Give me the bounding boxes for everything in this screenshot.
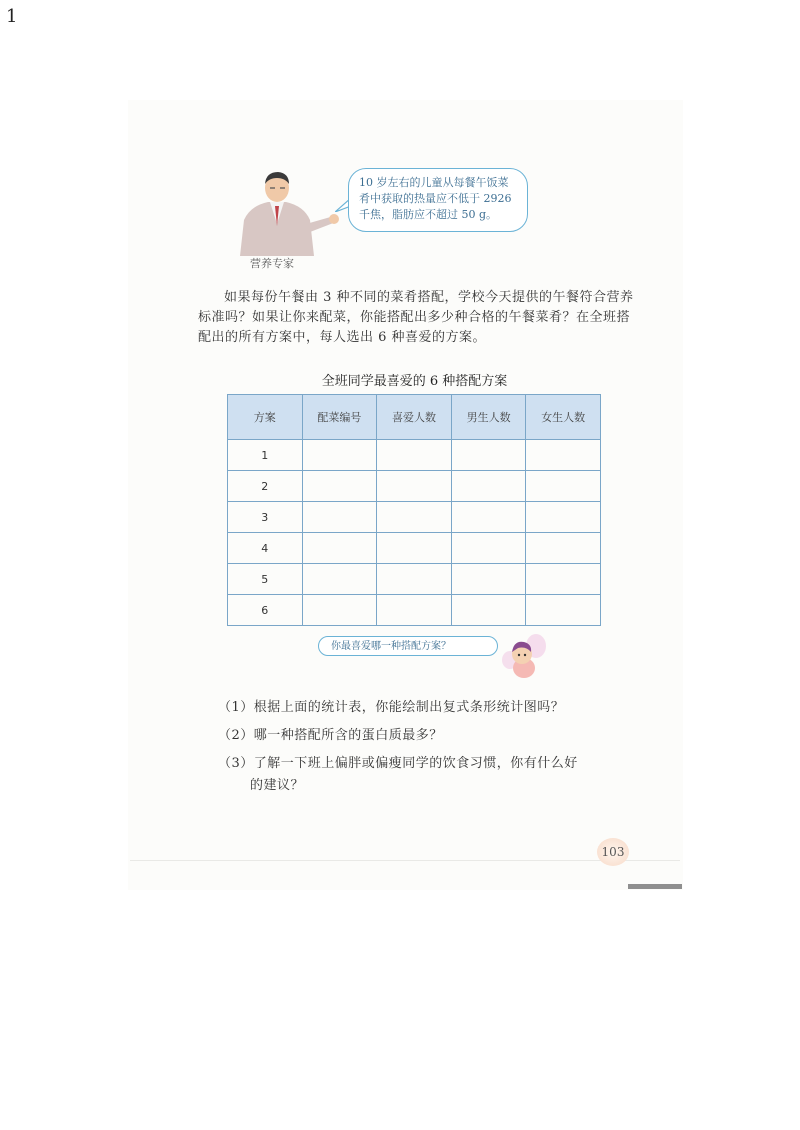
row-number: 4	[228, 533, 303, 564]
empty-cell	[302, 502, 377, 533]
row-number: 5	[228, 564, 303, 595]
header-cell: 女生人数	[526, 395, 601, 440]
empty-cell	[377, 471, 452, 502]
footer-divider	[130, 860, 680, 861]
expert-speech-bubble	[348, 168, 528, 232]
table-row	[228, 471, 601, 502]
speech-line: 肴中获取的热量应不低于 2926	[359, 192, 512, 205]
empty-cell	[302, 533, 377, 564]
row-number: 1	[228, 440, 303, 471]
empty-cell	[451, 502, 526, 533]
table-header-row	[228, 395, 601, 440]
empty-cell	[377, 502, 452, 533]
favorite-plans-table	[227, 394, 601, 626]
empty-cell	[377, 440, 452, 471]
empty-cell	[451, 533, 526, 564]
corner-page-label: 1	[6, 6, 18, 27]
angel-speech-bubble: 你最喜爱哪一种搭配方案？	[318, 636, 498, 656]
empty-cell	[451, 595, 526, 626]
empty-cell	[526, 440, 601, 471]
empty-cell	[377, 564, 452, 595]
nutrition-expert-illustration	[230, 168, 340, 256]
table-row	[228, 533, 601, 564]
expert-caption: 营养专家	[250, 257, 294, 270]
empty-cell	[451, 471, 526, 502]
row-number: 3	[228, 502, 303, 533]
table-row	[228, 440, 601, 471]
question-3-continued: 的建议？	[250, 778, 305, 793]
speech-line: 10 岁左右的儿童从每餐午饭菜	[359, 176, 509, 189]
empty-cell	[526, 564, 601, 595]
table-title: 全班同学最喜爱的 6 种搭配方案	[321, 374, 508, 389]
header-cell: 男生人数	[451, 395, 526, 440]
empty-cell	[377, 595, 452, 626]
empty-cell	[302, 595, 377, 626]
speech-line: 千焦，脂肪应不超过 50 g。	[359, 208, 498, 221]
header-cell: 配菜编号	[302, 395, 377, 440]
header-cell: 喜爱人数	[377, 395, 452, 440]
empty-cell	[526, 595, 601, 626]
header-cell: 方案	[228, 395, 303, 440]
empty-cell	[526, 502, 601, 533]
question-3: （3）了解一下班上偏胖或偏瘦同学的饮食习惯，你有什么好	[218, 756, 578, 771]
empty-cell	[302, 440, 377, 471]
problem-paragraph: 如果每份午餐由 3 种不同的菜肴搭配，学校今天提供的午餐符合营养标准吗？如果让你来配菜，你能搭配出多少种合格的午餐菜肴？在全班搭配出的所有方案中，每人选出 6 种喜爱的方案。	[198, 290, 634, 345]
table-row	[228, 564, 601, 595]
table-row	[228, 595, 601, 626]
row-number: 2	[228, 471, 303, 502]
row-number: 6	[228, 595, 303, 626]
empty-cell	[377, 533, 452, 564]
table-row	[228, 502, 601, 533]
empty-cell	[302, 471, 377, 502]
question-2: （2）哪一种搭配所含的蛋白质最多？	[218, 728, 443, 743]
empty-cell	[526, 533, 601, 564]
page-number: 103	[597, 838, 629, 866]
scroll-indicator-bar	[628, 884, 682, 889]
angel-illustration	[498, 632, 548, 682]
empty-cell	[302, 564, 377, 595]
empty-cell	[526, 471, 601, 502]
empty-cell	[451, 564, 526, 595]
question-1: （1）根据上面的统计表，你能绘制出复式条形统计图吗？	[218, 700, 565, 715]
empty-cell	[451, 440, 526, 471]
